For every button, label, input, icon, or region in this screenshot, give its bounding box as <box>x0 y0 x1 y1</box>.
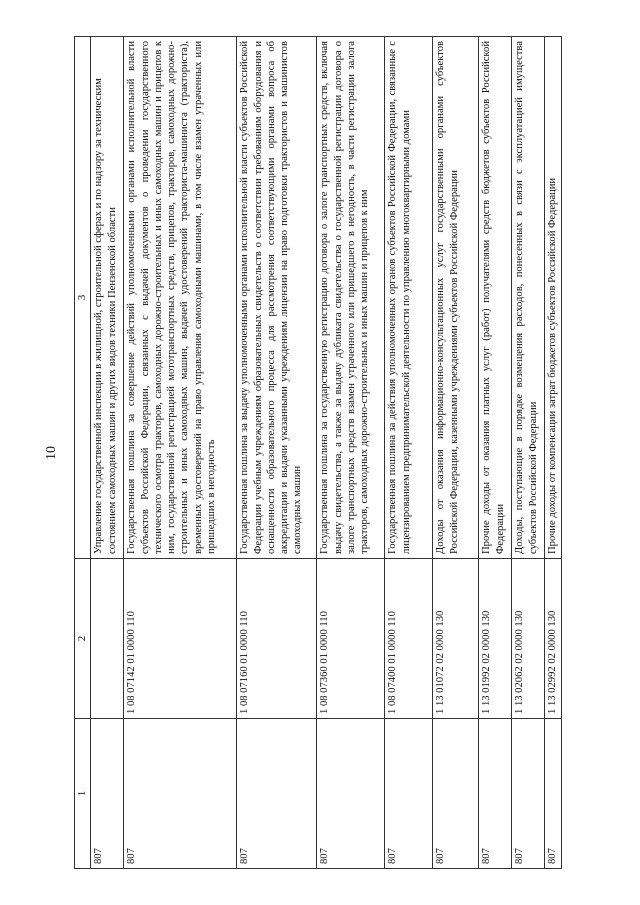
admin-code: 807 <box>545 719 562 869</box>
table-row <box>479 37 512 869</box>
table-row <box>124 37 237 869</box>
header-col-2: 2 <box>75 559 91 719</box>
admin-code: 807 <box>433 719 479 869</box>
budget-code: 1 08 07400 01 0000 110 <box>385 559 433 719</box>
header-col-3: 3 <box>75 37 91 559</box>
table-row <box>433 37 479 869</box>
description: Государственная пошлина за действия уполномоченных органов субъектов Российской Федерации, связанные с лицензированием предпринимательской деятельности по управлению многоквартирными домами <box>385 37 433 559</box>
description: Доходы от оказания информационно-консультационных услуг государственными органами субъектов Российской Федерации, казенными учреждениями субъектов Российской Федерации <box>433 37 479 559</box>
table-row <box>385 37 433 869</box>
admin-code: 807 <box>385 719 433 869</box>
description: Государственная пошлина за государственную регистрацию договора о залоге транспортных средств, включая выдачу свидетельства, а также за выдачу дубликата свидетельства о государственной регистрации договора о залоге транспортных средств взамен утраченного или пришедшего в негодность, в части регистрации залога тракторов, самоходных дорожно-строительных и иных машин и прицепов к ним <box>317 37 385 559</box>
description: Доходы, поступающие в порядке возмещения расходов, понесенных в связи с эксплуатацией имущества субъектов Российской Федерации <box>512 37 545 559</box>
description: Прочие доходы от оказания платных услуг (работ) получателями средств бюджетов субъектов Российской Федерации <box>479 37 512 559</box>
admin-code: 807 <box>91 719 124 869</box>
table-row <box>545 37 562 869</box>
description: Прочие доходы от компенсации затрат бюджетов субъектов Российской Федерации <box>545 37 562 559</box>
admin-code: 807 <box>317 719 385 869</box>
budget-code: 1 13 02062 02 0000 130 <box>512 559 545 719</box>
table-row <box>237 37 317 869</box>
rotated-table-container <box>74 37 559 869</box>
budget-code: 1 13 02992 02 0000 130 <box>545 559 562 719</box>
budget-code: 1 08 07360 01 0000 110 <box>317 559 385 719</box>
header-col-1: 1 <box>75 719 91 869</box>
budget-code: 1 08 07160 01 0000 110 <box>237 559 317 719</box>
admin-code: 807 <box>237 719 317 869</box>
admin-code: 807 <box>479 719 512 869</box>
budget-codes-table <box>74 36 562 869</box>
table-header-row <box>75 37 91 869</box>
table-row <box>91 37 124 869</box>
budget-code: 1 08 07142 01 0000 110 <box>124 559 237 719</box>
budget-code: 1 13 01072 02 0000 130 <box>433 559 479 719</box>
admin-code: 807 <box>512 719 545 869</box>
admin-code: 807 <box>124 719 237 869</box>
description: Государственная пошлина за совершение действий уполномоченными органами исполнительной власти субъектов Российской Федерации, связанных с выдачей документов о проведении государственного технического осмотра тракторов, самоходных дорожно-строительных и иных самоходных машин и прицепов к ним, государственной регистрацией мототранспортных средств, прицепов, тракторов, самоходных дорожно-строительных и иных самоходных машин, выдачей удостоверений тракториста-машиниста (тракториста), временных удостоверений на право управления самоходными машинами, в том числе взамен утраченных или пришедших в негодность <box>124 37 237 559</box>
table-row <box>317 37 385 869</box>
description: Управление государственной инспекции в жилищной, строительной сферах и по надзору за техническим состоянием самоходных машин и других видов техники Пензенской области <box>91 37 124 559</box>
budget-code: 1 13 01992 02 0000 130 <box>479 559 512 719</box>
table-row <box>512 37 545 869</box>
budget-code <box>91 559 124 719</box>
description: Государственная пошлина за выдачу уполномоченными органами исполнительной власти субъектов Российской Федерации учебным учреждениям образовательных свидетельств о соответствии требованиям оборудования и оснащенности образовательного процесса для рассмотрения соответствующими органами вопроса об аккредитации и выдачи указанными учреждениям лицензии на право подготовки трактористов и машинистов самоходных машин <box>237 37 317 559</box>
page-number: 10 <box>44 446 59 460</box>
